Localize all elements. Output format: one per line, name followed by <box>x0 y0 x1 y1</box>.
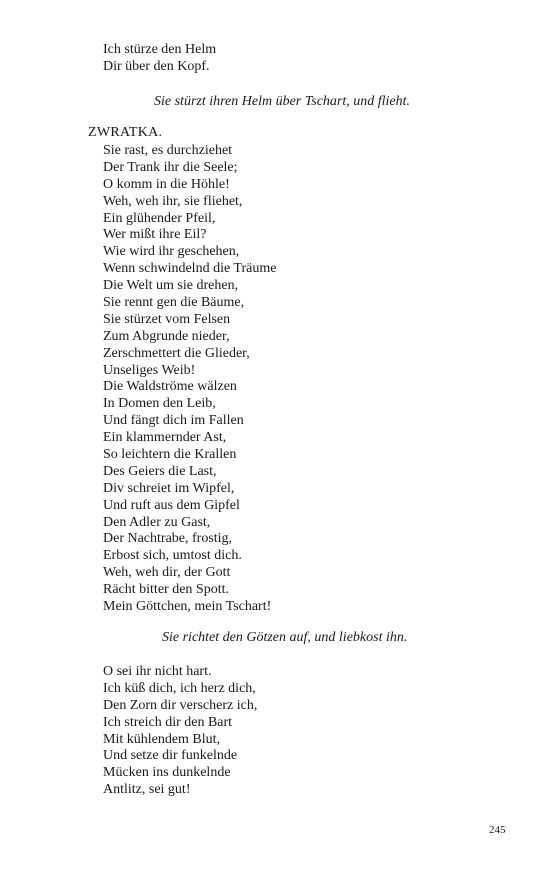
verse-line: Zum Abgrunde nieder, <box>103 328 230 344</box>
verse-line: Den Adler zu Gast, <box>103 514 211 530</box>
page-number: 245 <box>489 824 506 836</box>
verse-line: Ich streich dir den Bart <box>103 714 233 730</box>
verse-line: Weh, weh dir, der Gott <box>103 565 231 581</box>
speaker-name: ZWRATKA. <box>88 125 163 140</box>
verse-line: Ein glühender Pfeil, <box>103 210 216 226</box>
verse-line: Mücken ins dunkelnde <box>103 765 231 781</box>
verse-line: Rächt bitter den Spott. <box>103 582 229 598</box>
verse-line: Unseliges Weib! <box>103 362 196 378</box>
stage-direction-2-text: Sie richtet den Götzen auf, und liebkost ihn. <box>162 630 408 645</box>
verse-line: Dir über den Kopf. <box>103 58 210 74</box>
verse-line: Wer mißt ihre Eil? <box>103 227 207 243</box>
verse-block-1 <box>103 42 216 76</box>
verse-line: Weh, weh ihr, sie fliehet, <box>103 193 243 209</box>
verse-line: Die Welt um sie drehen, <box>103 278 239 294</box>
verse-block-3 <box>103 664 257 799</box>
verse-line: Der Nachtrabe, frostig, <box>103 531 233 547</box>
verse-line: Zerschmettert die Glieder, <box>103 345 250 361</box>
verse-line: Ein klammernder Ast, <box>103 430 227 446</box>
verse-line: Wenn schwindelnd die Träume <box>103 261 277 277</box>
verse-line: Antlitz, sei gut! <box>103 782 191 798</box>
verse-line: Wie wird ihr geschehen, <box>103 244 240 260</box>
verse-line: So leichtern die Krallen <box>103 447 237 463</box>
verse-line: Und ruft aus dem Gipfel <box>103 497 240 513</box>
verse-line: Der Trank ihr die Seele; <box>103 159 238 175</box>
verse-line: Und fängt dich im Fallen <box>103 413 244 429</box>
verse-line: Mein Göttchen, mein Tschart! <box>103 599 272 615</box>
verse-line: Den Zorn dir verscherz ich, <box>103 697 258 713</box>
verse-line: Erbost sich, umtost dich. <box>103 548 242 564</box>
verse-line: O komm in die Höhle! <box>103 176 230 192</box>
stage-direction-1-text: Sie stürzt ihren Helm über Tschart, und flieht. <box>154 94 411 109</box>
verse-line: Ich stürze den Helm <box>103 42 217 57</box>
verse-line: Die Waldströme wälzen <box>103 379 237 395</box>
verse-line: Sie rast, es durchziehet <box>103 143 233 158</box>
verse-line: Und setze dir funkelnde <box>103 748 238 764</box>
verse-line: Div schreiet im Wipfel, <box>103 480 235 496</box>
verse-line: Des Geiers die Last, <box>103 463 217 479</box>
verse-line: Sie rennt gen die Bäume, <box>103 295 245 311</box>
verse-line: O sei ihr nicht hart. <box>103 664 212 679</box>
verse-line: Mit kühlendem Blut, <box>103 731 221 747</box>
verse-block-2 <box>103 143 276 616</box>
verse-line: Sie stürzet vom Felsen <box>103 311 231 327</box>
verse-line: Ich küß dich, ich herz dich, <box>103 680 256 696</box>
verse-line: In Domen den Leib, <box>103 396 216 412</box>
